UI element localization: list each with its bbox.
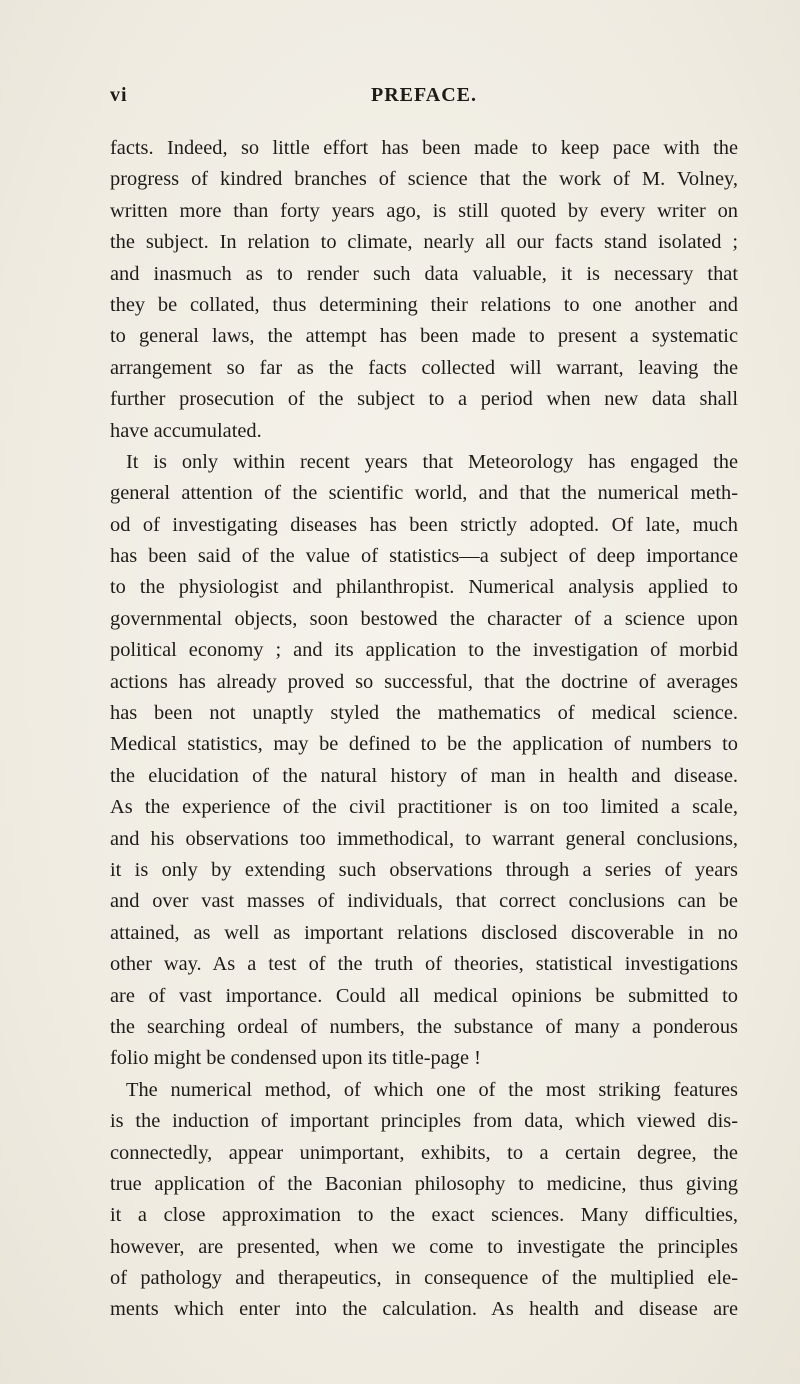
text-line: ments which enter into the calculation. As health and disease are <box>110 1298 738 1321</box>
text-line: they be collated, thus determining their relations to one another and <box>110 293 738 316</box>
text-line: and over vast masses of individuals, that correct conclusions can be <box>110 890 738 913</box>
text-line: and his observations too immethodical, to warrant general conclusions, <box>110 827 738 850</box>
text-line: actions has already proved so successful, that the doctrine of averages <box>110 670 738 693</box>
text-line: to general laws, the attempt has been made to present a systematic <box>110 325 738 348</box>
text-line: and inasmuch as to render such data valuable, it is necessary that <box>110 262 738 285</box>
text-line: facts. Indeed, so little effort has been made to keep pace with the <box>110 137 738 159</box>
text-line: it is only by extending such observations through a series of years <box>110 858 738 881</box>
text-line: the elucidation of the natural history of man in health and disease. <box>110 764 738 787</box>
text-line: is the induction of important principles from data, which viewed dis- <box>110 1110 738 1133</box>
text-line: arrangement so far as the facts collected will warrant, leaving the <box>110 356 738 379</box>
text-line: folio might be condensed upon its title-page ! <box>110 1047 481 1070</box>
text-line: the subject. In relation to climate, nearly all our facts stand isolated ; <box>110 231 738 254</box>
text-line: however, are presented, when we come to investigate the principles <box>110 1235 738 1258</box>
text-line: the searching ordeal of numbers, the substance of many a ponderous <box>110 1015 738 1038</box>
text-line: of pathology and therapeutics, in consequence of the multiplied ele- <box>110 1267 738 1290</box>
text-line: has been not unaptly styled the mathematics of medical science. <box>110 702 738 725</box>
text-line: it a close approximation to the exact sciences. Many difficulties, <box>110 1204 738 1227</box>
text-line: to the physiologist and philanthropist. Numerical analysis applied to <box>110 576 738 599</box>
text-line: other way. As a test of the truth of theories, statistical investigations <box>110 953 738 976</box>
text-line: As the experience of the civil practitioner is on too limited a scale, <box>110 796 738 819</box>
text-line: true application of the Baconian philosophy to medicine, thus giving <box>110 1172 738 1195</box>
text-line: od of investigating diseases has been strictly adopted. Of late, much <box>110 513 738 536</box>
text-line: have accumulated. <box>110 419 262 442</box>
running-title: PREFACE. <box>371 84 477 106</box>
text-line: connectedly, appear unimportant, exhibits, to a certain degree, the <box>110 1141 738 1164</box>
text-line: governmental objects, soon bestowed the character of a science upon <box>110 607 738 630</box>
text-line: has been said of the value of statistics—a subject of deep importance <box>110 545 738 568</box>
running-head <box>110 84 738 110</box>
text-line: attained, as well as important relations disclosed discoverable in no <box>110 921 738 944</box>
text-line: It is only within recent years that Meteorology has engaged the <box>126 450 738 473</box>
text-line: Medical statistics, may be defined to be the application of numbers to <box>110 733 738 756</box>
text-line: written more than forty years ago, is still quoted by every writer on <box>110 199 738 222</box>
text-line: The numerical method, of which one of the most striking features <box>126 1078 738 1101</box>
text-line: progress of kindred branches of science that the work of M. Volney, <box>110 168 738 191</box>
body-text <box>110 133 738 1326</box>
text-line: further prosecution of the subject to a period when new data shall <box>110 388 738 411</box>
text-line: general attention of the scientific world, and that the numerical meth- <box>110 482 738 505</box>
text-line: political economy ; and its application to the investigation of morbid <box>110 639 738 662</box>
page-number: vi <box>110 84 128 106</box>
text-line: are of vast importance. Could all medical opinions be submitted to <box>110 984 738 1007</box>
